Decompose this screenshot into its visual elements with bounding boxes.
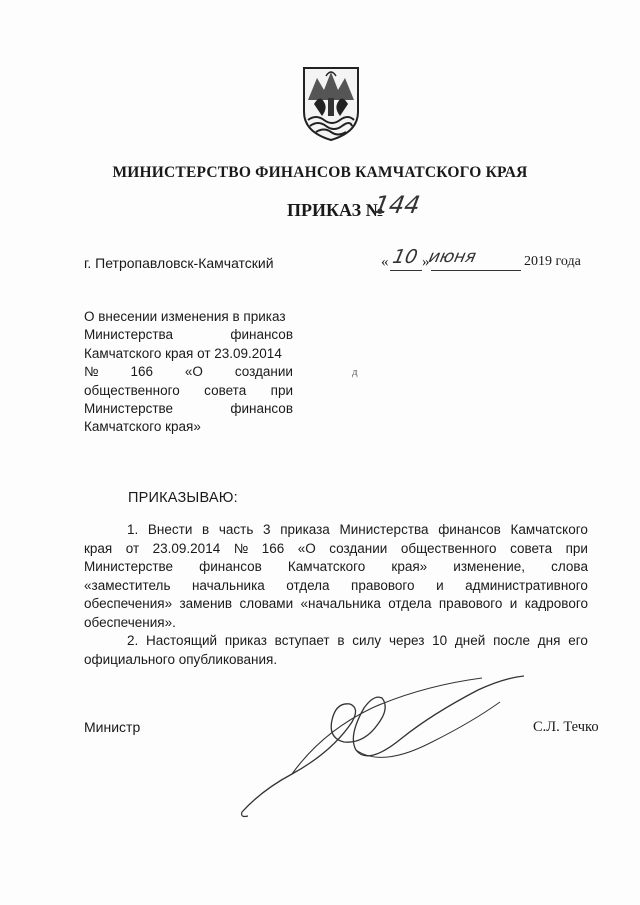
word: Камчатского края» bbox=[84, 419, 201, 435]
date-month: июня bbox=[426, 247, 478, 267]
word: № bbox=[233, 540, 249, 556]
text-line bbox=[84, 540, 588, 559]
word: 2. bbox=[127, 633, 139, 648]
word: изменение, bbox=[453, 559, 526, 574]
day-underline bbox=[390, 270, 422, 271]
city-label: г. Петропавловск-Камчатский bbox=[84, 255, 274, 271]
order-number: 144 bbox=[371, 191, 423, 219]
word: «О bbox=[184, 364, 203, 380]
word: финансов bbox=[438, 522, 501, 537]
word: дня bbox=[537, 633, 561, 648]
text-line bbox=[84, 614, 588, 633]
order-subject bbox=[84, 308, 293, 437]
word: Министерстве bbox=[84, 559, 174, 574]
text-line bbox=[84, 382, 293, 400]
word: края bbox=[84, 540, 113, 556]
word: обеспечения». bbox=[84, 614, 176, 630]
text-line bbox=[84, 326, 293, 344]
word: после bbox=[493, 633, 531, 648]
word: через bbox=[388, 633, 425, 648]
word: 166 bbox=[261, 540, 285, 556]
word: Камчатского bbox=[287, 559, 366, 574]
word: совета bbox=[204, 382, 247, 398]
word: административного bbox=[465, 577, 588, 593]
word: общественного bbox=[84, 382, 180, 398]
word: «О bbox=[297, 540, 316, 556]
word: 23.09.2014 bbox=[152, 540, 221, 556]
signer-name: С.Л. Течко bbox=[533, 719, 599, 735]
text-line bbox=[84, 308, 293, 326]
word: словами bbox=[239, 596, 294, 611]
word: дней bbox=[454, 633, 486, 648]
word: часть bbox=[218, 522, 254, 537]
signer-position: Министр bbox=[84, 719, 141, 735]
word: Внести bbox=[147, 522, 193, 537]
word: финансов bbox=[230, 327, 293, 343]
word: начальника bbox=[191, 577, 265, 593]
word: 3 bbox=[263, 522, 271, 537]
text-line bbox=[84, 345, 293, 363]
date-year: 2019 года bbox=[524, 254, 581, 269]
kamchatka-emblem-icon bbox=[300, 64, 362, 142]
word: официального опубликования. bbox=[84, 651, 278, 667]
date-day: 10 bbox=[390, 246, 420, 268]
text-line bbox=[84, 418, 293, 436]
word: Министерстве bbox=[84, 401, 174, 417]
word: Министерства bbox=[339, 522, 429, 537]
text-line bbox=[84, 558, 588, 577]
order-title: ПРИКАЗ № bbox=[287, 200, 384, 220]
word: 10 bbox=[432, 633, 448, 648]
word: совета bbox=[510, 540, 553, 556]
text-line bbox=[84, 400, 293, 418]
paragraph-1 bbox=[84, 521, 588, 632]
text-line bbox=[84, 521, 588, 540]
word: общественного bbox=[400, 540, 497, 556]
word: финансов bbox=[230, 401, 293, 417]
word: в bbox=[202, 522, 210, 537]
word: от bbox=[125, 540, 140, 556]
word: кадрового bbox=[524, 596, 588, 611]
word: создании bbox=[234, 364, 293, 380]
word: обеспечения» bbox=[84, 596, 173, 611]
text-line bbox=[84, 577, 588, 596]
text-line bbox=[84, 632, 588, 651]
margin-mark: д bbox=[352, 366, 358, 378]
word: 1. bbox=[127, 522, 139, 537]
text-line bbox=[84, 595, 588, 614]
word: Камчатского bbox=[510, 522, 588, 537]
word: «заместитель bbox=[84, 577, 171, 593]
ministry-heading: МИНИСТЕРСТВО ФИНАНСОВ КАМЧАТСКОГО КРАЯ bbox=[112, 164, 528, 181]
word: в bbox=[337, 633, 345, 648]
word: правового bbox=[438, 596, 503, 611]
word: приказ bbox=[224, 633, 267, 648]
word: Министерства bbox=[84, 327, 174, 343]
text-line bbox=[84, 363, 293, 381]
word: силу bbox=[352, 633, 382, 648]
quote-close: » bbox=[422, 254, 430, 270]
word: отдела bbox=[388, 596, 432, 611]
word: Камчатского края от 23.09.2014 bbox=[84, 345, 282, 361]
word: финансов bbox=[199, 559, 262, 574]
word: отдела bbox=[286, 577, 330, 593]
word: при bbox=[270, 382, 293, 398]
word: при bbox=[565, 540, 588, 556]
order-word: ПРИКАЗЫВАЮ: bbox=[128, 490, 238, 506]
word: 166 bbox=[130, 364, 153, 380]
paragraph-2 bbox=[84, 632, 588, 669]
word: создании bbox=[329, 540, 388, 556]
word: № bbox=[84, 364, 99, 380]
word: заменив bbox=[179, 596, 233, 611]
handwritten-signature bbox=[232, 672, 532, 822]
word: правового bbox=[351, 577, 415, 593]
month-underline bbox=[431, 270, 521, 271]
quote-open: « bbox=[381, 254, 389, 270]
word: приказа bbox=[280, 522, 330, 537]
word: вступает bbox=[274, 633, 330, 648]
word: и bbox=[509, 596, 518, 611]
word: Настоящий bbox=[146, 633, 218, 648]
word: слова bbox=[551, 559, 588, 574]
word: его bbox=[568, 633, 588, 648]
word: «начальника bbox=[300, 596, 381, 611]
word: О внесении изменения в приказ bbox=[84, 309, 286, 324]
word: края» bbox=[391, 559, 428, 574]
word: и bbox=[436, 577, 444, 593]
text-line bbox=[84, 651, 588, 670]
